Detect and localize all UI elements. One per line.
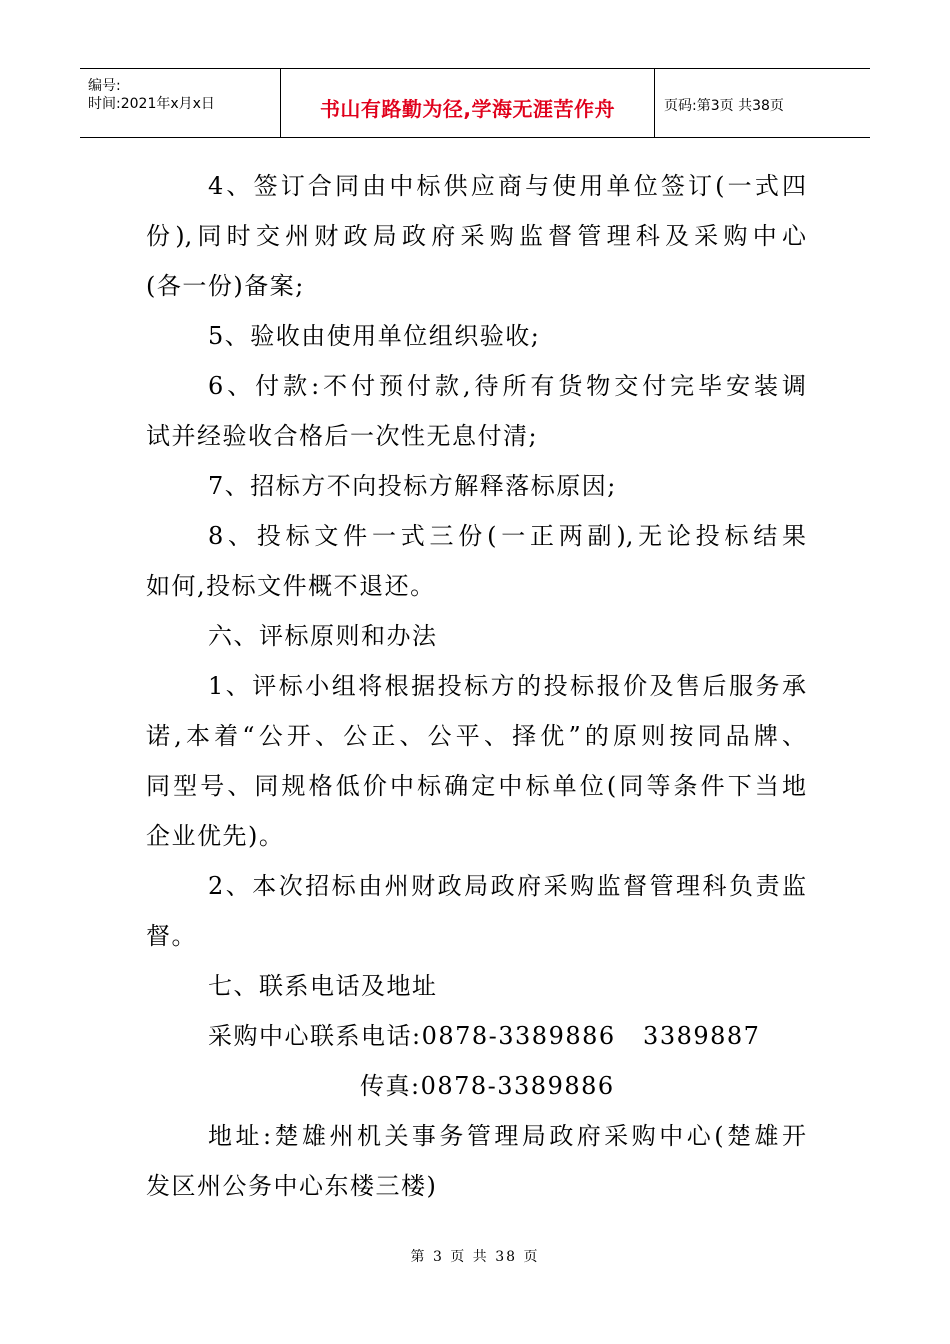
header-info-cell xyxy=(80,69,280,137)
body-line: 8、投标文件一式三份(一正两副),无论投标结果 xyxy=(208,522,806,550)
body-line: 5、验收由使用单位组织验收; xyxy=(208,322,541,350)
document-header xyxy=(80,68,870,138)
header-motto: 书山有路勤为径,学海无涯苦作舟 xyxy=(319,97,616,121)
contact-fax: 传真:0878-3389886 xyxy=(360,1072,615,1100)
section-heading: 七、联系电话及地址 xyxy=(208,972,438,1000)
contact-address: 地址:楚雄州机关事务管理局政府采购中心(楚雄开 xyxy=(208,1122,806,1150)
contact-address-cont: 发区州公务中心东楼三楼) xyxy=(146,1172,438,1200)
body-line: 1、评标小组将根据投标方的投标报价及售后服务承 xyxy=(208,672,806,700)
body-line: 份),同时交州财政局政府采购监督管理科及采购中心 xyxy=(146,222,806,250)
body-line: 同型号、同规格低价中标确定中标单位(同等条件下当地 xyxy=(146,772,806,800)
header-page-info: 页码:第3页 共38页 xyxy=(664,98,784,114)
body-line: 4、签订合同由中标供应商与使用单位签订(一式四 xyxy=(208,172,806,200)
body-line: 7、招标方不向投标方解释落标原因; xyxy=(208,472,617,500)
document-number-label: 编号: xyxy=(88,78,121,94)
document-time-label: 时间:2021年x月x日 xyxy=(88,96,215,112)
contact-phone: 采购中心联系电话:0878-3389886 3389887 xyxy=(208,1022,761,1050)
page-footer: 第 3 页 共 38 页 xyxy=(410,1249,540,1265)
body-line: 试并经验收合格后一次性无息付清; xyxy=(146,422,539,450)
body-line: 6、付款:不付预付款,待所有货物交付完毕安装调 xyxy=(208,372,806,400)
header-motto-cell xyxy=(280,69,655,137)
header-page-cell xyxy=(654,69,870,137)
body-line: 企业优先)。 xyxy=(146,822,285,850)
body-line: 如何,投标文件概不退还。 xyxy=(146,572,436,600)
body-line: 督。 xyxy=(146,922,197,950)
body-line: (各一份)备案; xyxy=(146,272,305,300)
body-line: 2、本次招标由州财政局政府采购监督管理科负责监 xyxy=(208,872,806,900)
section-heading: 六、评标原则和办法 xyxy=(208,622,438,650)
body-line: 诺,本着“公开、公正、公平、择优”的原则按同品牌、 xyxy=(146,722,806,750)
